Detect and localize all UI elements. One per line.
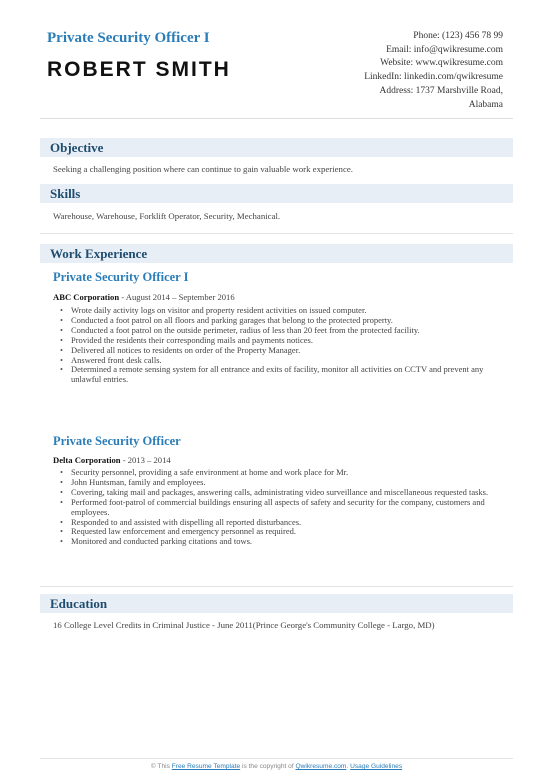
header-job-title: Private Security Officer I [47, 30, 210, 46]
list-item: • Provided the residents their corresponding mails and payments notices. [53, 336, 508, 346]
resume-header [0, 0, 553, 120]
free-resume-template-link[interactable]: Free Resume Template [171, 763, 241, 770]
list-item: • Conducted a foot patrol on all floors and parking garages that belong to the protected property. [53, 316, 508, 326]
objective-heading-text: Objective [50, 140, 104, 155]
experience-heading-text: Work Experience [50, 246, 148, 261]
education-heading-text: Education [50, 596, 108, 611]
contact-address-line1: Address: 1737 Marshville Road, [379, 85, 503, 96]
list-item: • Security personnel, providing a safe environment at home and work place for Mr. [53, 468, 508, 478]
contact-linkedin[interactable]: LinkedIn: linkedin.com/qwikresume [364, 72, 503, 83]
page-footer [0, 763, 553, 770]
contact-website[interactable]: Website: www.qwikresume.com [380, 58, 503, 69]
skills-heading-text: Skills [50, 186, 81, 201]
job-bullets-2 [53, 468, 508, 547]
job-company-2 [53, 455, 171, 465]
job-dates-2: - 2013 – 2014 [120, 455, 171, 465]
list-item: • Answered front desk calls. [53, 356, 508, 366]
list-item: • Monitored and conducted parking citations and tows. [53, 537, 508, 547]
list-item: • Conducted a foot patrol on the outside perimeter, radius of less than 20 feet from the protected facility. [53, 326, 508, 336]
section-objective-heading [40, 138, 513, 157]
list-item: • Responded to and assisted with dispelling all reported disturbances. [53, 518, 508, 528]
usage-guidelines-link[interactable]: Usage Guidelines [350, 763, 403, 770]
section-divider [40, 586, 513, 587]
education-text: 16 College Level Credits in Criminal Justice - June 2011(Prince George's Community College - Largo, MD) [53, 620, 435, 630]
list-item: • Delivered all notices to residents on order of the Property Manager. [53, 346, 508, 356]
qwikresume-link[interactable]: Qwikresume.com [295, 763, 347, 770]
skills-text: Warehouse, Warehouse, Forklift Operator, Security, Mechanical. [53, 211, 281, 221]
list-item: • Wrote daily activity logs on visitor and property resident activities on issued computer. [53, 306, 508, 316]
job-title-1: Private Security Officer I [53, 270, 189, 284]
list-item: • Performed foot-patrol of commercial buildings ensuring all aspects of safety and security for the company, customers and employees. [53, 498, 508, 518]
footer-middle2: . [346, 763, 351, 770]
footer-middle: is the copyright of [240, 763, 296, 770]
job-dates-1: - August 2014 – September 2016 [119, 292, 235, 302]
contact-address-line2: Alabama [468, 99, 503, 110]
section-divider [40, 233, 513, 234]
job-company-1 [53, 292, 235, 302]
candidate-name: ROBERT SMITH [47, 58, 231, 81]
job-bullets-1 [53, 306, 508, 385]
job-title-2: Private Security Officer [53, 434, 181, 448]
company-name-1: ABC Corporation [53, 292, 120, 302]
list-item: • Determined a remote sensing system for all entrance and exits of facility, monitor all activities on CCTV and prevent any unlawful entries. [53, 365, 508, 385]
list-item: • John Huntsman, family and employees. [53, 478, 508, 488]
list-item: • Requested law enforcement and emergency personnel as required. [53, 527, 508, 537]
header-divider [40, 118, 513, 119]
section-experience-heading [40, 244, 513, 263]
contact-phone: Phone: (123) 456 78 99 [413, 31, 503, 41]
section-education-heading [40, 594, 513, 613]
list-item: • Covering, taking mail and packages, answering calls, administrating video surveillance and miscellaneous requested tasks. [53, 488, 508, 498]
contact-email[interactable]: Email: info@qwikresume.com [386, 44, 503, 55]
section-skills-heading [40, 184, 513, 203]
contact-info [273, 30, 503, 112]
footer-divider [40, 758, 513, 759]
footer-prefix: © This [150, 763, 172, 770]
company-name-2: Delta Corporation [53, 455, 121, 465]
objective-text: Seeking a challenging position where can continue to gain valuable work experience. [53, 164, 353, 174]
